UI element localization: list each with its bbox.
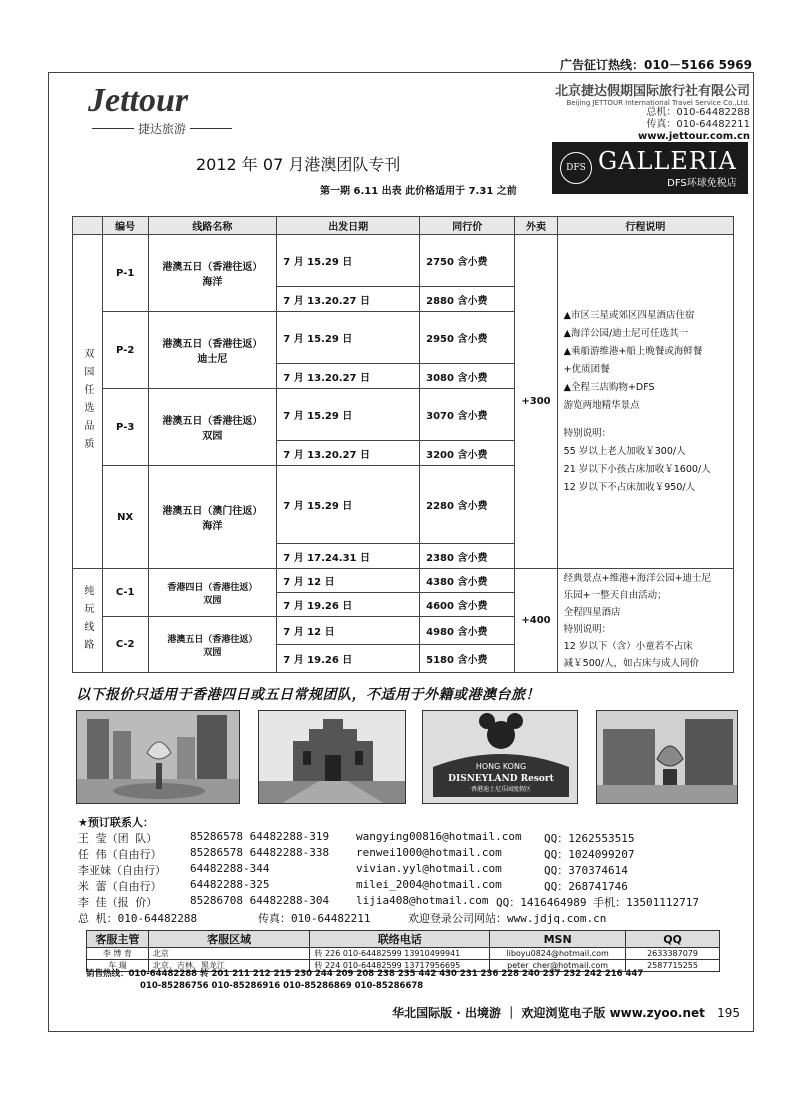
page-number: 195 (717, 1006, 740, 1020)
route-name: 港澳五日（澳门往返） 海洋 (148, 466, 277, 569)
staff-header: QQ (626, 931, 720, 948)
fax-line: 传真：010-64482211 (258, 912, 371, 925)
contact-qq: QQ：1416464989 手机：13501112717 (496, 896, 699, 909)
header-notes: 行程说明 (557, 217, 733, 235)
staff-qq: 2633387079 (626, 948, 720, 960)
contact-tel: 85286578 64482288-319 (190, 830, 330, 843)
depart-date: 7 月 13.20.27 日 (277, 364, 420, 389)
price: 2880 含小费 (420, 287, 515, 312)
sales-line-1: 销售热线：010-64482288 转 201 211 212 215 230 244 209 208 238 235 442 430 231 236 228 240 237 232 242 216 447 (86, 969, 644, 979)
jettour-logo: Jettour (88, 82, 189, 119)
contact-tel: 64482288-344 (190, 862, 270, 875)
staff-msn[interactable]: peter_cher@hotmail.com (490, 960, 626, 972)
contact-email[interactable]: lijia408@hotmail.com (356, 894, 489, 907)
route-code: P-3 (102, 389, 148, 466)
page-footer (392, 1004, 740, 1021)
contact-email[interactable]: renwei1000@hotmail.com (356, 846, 502, 859)
price: 3070 含小费 (420, 389, 515, 441)
sales-line-2: 010-85286756 010-85286916 010-85286869 010-85286678 (140, 981, 424, 991)
logo-sub-text: 捷达旅游 (138, 122, 187, 136)
depart-date: 7 月 15.29 日 (277, 389, 420, 441)
company-fax: 传真：010-64482211 (646, 119, 750, 130)
depart-date: 7 月 19.26 日 (277, 593, 420, 617)
price: 2280 含小费 (420, 466, 515, 544)
contact-name: 王 莹（团 队） (78, 832, 158, 845)
page-subtitle: 第一期 6.11 出表 此价格适用于 7.31 之前 (320, 186, 517, 197)
depart-date: 7 月 15.29 日 (277, 312, 420, 364)
staff-msn[interactable]: liboyu0824@hotmail.com (490, 948, 626, 960)
header-code: 编号 (102, 217, 148, 235)
depart-date: 7 月 12 日 (277, 569, 420, 593)
galleria-name: GALLERIA (598, 146, 737, 175)
header-price: 同行价 (420, 217, 515, 235)
contact-name: 李 佳（报 价） (78, 896, 158, 909)
staff-header: MSN (490, 931, 626, 948)
contacts-title: ★预订联系人： (78, 816, 154, 829)
depart-date: 7 月 17.24.31 日 (277, 544, 420, 569)
galleria-ad (552, 142, 748, 194)
photo-hk-disneyland (422, 710, 578, 804)
staff-area: 北京、吉林、黑龙江 (148, 960, 310, 972)
route-code: P-2 (102, 312, 148, 389)
route-name: 港澳五日（香港往返） 双园 (148, 389, 277, 466)
tour-price-table (72, 216, 734, 673)
notes-1: ▲市区三星或郊区四星酒店住宿 ▲海洋公园/迪士尼可任选其一 ▲乘船游维港+船上晚餐或海鲜餐 +优质团餐 ▲全程三店购物+DFS 游览两地精华景点 特别说明： 55 岁以上老人加收￥300/人 21 岁以下小孩占床加收￥1600/人 12 岁以下不占床加收￥950/人 (557, 235, 733, 569)
price: 5180 含小费 (420, 645, 515, 673)
staff-header: 客服区域 (148, 931, 310, 948)
price: 3200 含小费 (420, 441, 515, 466)
company-name-en: Beijing JETTOUR International Travel Service Co.,Ltd. (566, 99, 750, 107)
footer-text: 华北国际版 · 出境游 ｜ 欢迎浏览电子版 www.zyoo.net (392, 1006, 705, 1020)
service-staff-table (86, 930, 720, 972)
price: 4380 含小费 (420, 569, 515, 593)
header-date: 出发日期 (277, 217, 420, 235)
contact-qq: QQ：370374614 (544, 864, 628, 877)
notice-banner: 以下报价只适用于香港四日或五日常规团队，不适用于外籍或港澳台旅！ (76, 687, 540, 703)
depart-date: 7 月 12 日 (277, 617, 420, 645)
company-website[interactable]: www.jettour.com.cn (637, 131, 750, 142)
price: 4980 含小费 (420, 617, 515, 645)
table-row (73, 569, 734, 593)
contact-email[interactable]: vivian.yyl@hotmail.com (356, 862, 502, 875)
staff-header: 联络电话 (310, 931, 490, 948)
route-code: NX (102, 466, 148, 569)
extra-fee-1: +300 (515, 235, 557, 569)
extra-fee-2: +400 (515, 569, 557, 673)
route-code: P-1 (102, 235, 148, 312)
route-name: 港澳五日（香港往返） 双园 (148, 617, 277, 673)
contact-name: 李亚妹（自由行） (78, 864, 166, 877)
route-name: 港澳五日（香港往返） 海洋 (148, 235, 277, 312)
price: 3080 含小费 (420, 364, 515, 389)
header-extra: 外卖 (515, 217, 557, 235)
price: 2380 含小费 (420, 544, 515, 569)
contact-tel: 64482288-325 (190, 878, 270, 891)
group-label-2: 纯玩线路 (73, 569, 103, 673)
company-phone: 总机：010-64482288 (646, 107, 750, 118)
site-line[interactable]: 欢迎登录公司网站：www.jdjq.com.cn (408, 912, 607, 925)
sales-hotline (86, 968, 643, 992)
ad-hotline: 广告征订热线：010－5166 5969 (559, 58, 752, 72)
contact-email[interactable]: wangying00816@hotmail.com (356, 830, 522, 843)
staff-header: 客服主管 (87, 931, 149, 948)
table-row (73, 235, 734, 287)
contact-qq: QQ：1262553515 (544, 832, 635, 845)
route-code: C-1 (102, 569, 148, 617)
table-row (87, 948, 720, 960)
dfs-logo-icon: DFS (560, 152, 592, 184)
contact-email[interactable]: milei_2004@hotmail.com (356, 878, 502, 891)
group-label-1: 双园任选品质 (73, 235, 103, 569)
disney-sign-line2: DISNEYLAND Resort (448, 774, 554, 784)
depart-date: 7 月 15.29 日 (277, 235, 420, 287)
contact-qq: QQ：1024099207 (544, 848, 635, 861)
header-group (73, 217, 103, 235)
company-name-cn: 北京捷达假期国际旅行社有限公司 (554, 84, 750, 99)
depart-date: 7 月 13.20.27 日 (277, 441, 420, 466)
staff-name: 李 博 育 (87, 948, 149, 960)
photo-golden-bauhinia-square (76, 710, 240, 804)
photo-convention-centre (596, 710, 738, 804)
page-title: 2012 年 07 月港澳团队专刊 (196, 155, 401, 174)
header-route: 线路名称 (148, 217, 277, 235)
table-header-row (73, 217, 734, 235)
price: 2750 含小费 (420, 235, 515, 287)
price: 4600 含小费 (420, 593, 515, 617)
disney-sign-line1: HONG KONG (475, 762, 527, 771)
disney-sign-line3: 香港迪士尼乐园度假区 (470, 786, 532, 793)
contact-name: 任 伟（自由行） (78, 848, 162, 861)
contact-tel: 85286578 64482288-338 (190, 846, 330, 859)
route-name: 港澳五日（香港往返） 迪士尼 (148, 312, 277, 389)
route-name: 香港四日（香港往返） 双园 (148, 569, 277, 617)
staff-name: 车 瑞 (87, 960, 149, 972)
galleria-sub: DFS环球免税店 (667, 177, 737, 189)
main-line: 总 机：010-64482288 (78, 912, 198, 925)
contact-qq: QQ：268741746 (544, 880, 628, 893)
depart-date: 7 月 19.26 日 (277, 645, 420, 673)
company-info (555, 80, 750, 142)
price: 2950 含小费 (420, 312, 515, 364)
notes-2: 经典景点+维港+海洋公园+迪士尼 乐园+一整天自由活动； 全程四星酒店 特别说明： 12 岁以下（含）小童若不占床 减￥500/人，如占床与成人同价 (557, 569, 733, 673)
staff-qq: 2587715255 (626, 960, 720, 972)
staff-area: 北京 (148, 948, 310, 960)
photo-ruins-st-paul (258, 710, 406, 804)
staff-tel: 转 224 010-64482599 13717956695 (310, 960, 490, 972)
staff-tel: 转 226 010-64482599 13910499941 (310, 948, 490, 960)
depart-date: 7 月 15.29 日 (277, 466, 420, 544)
route-code: C-2 (102, 617, 148, 673)
logo-subtitle (92, 120, 232, 137)
contact-tel: 85286708 64482288-304 (190, 894, 330, 907)
depart-date: 7 月 13.20.27 日 (277, 287, 420, 312)
staff-header-row (87, 931, 720, 948)
contact-name: 米 蕾（自由行） (78, 880, 162, 893)
